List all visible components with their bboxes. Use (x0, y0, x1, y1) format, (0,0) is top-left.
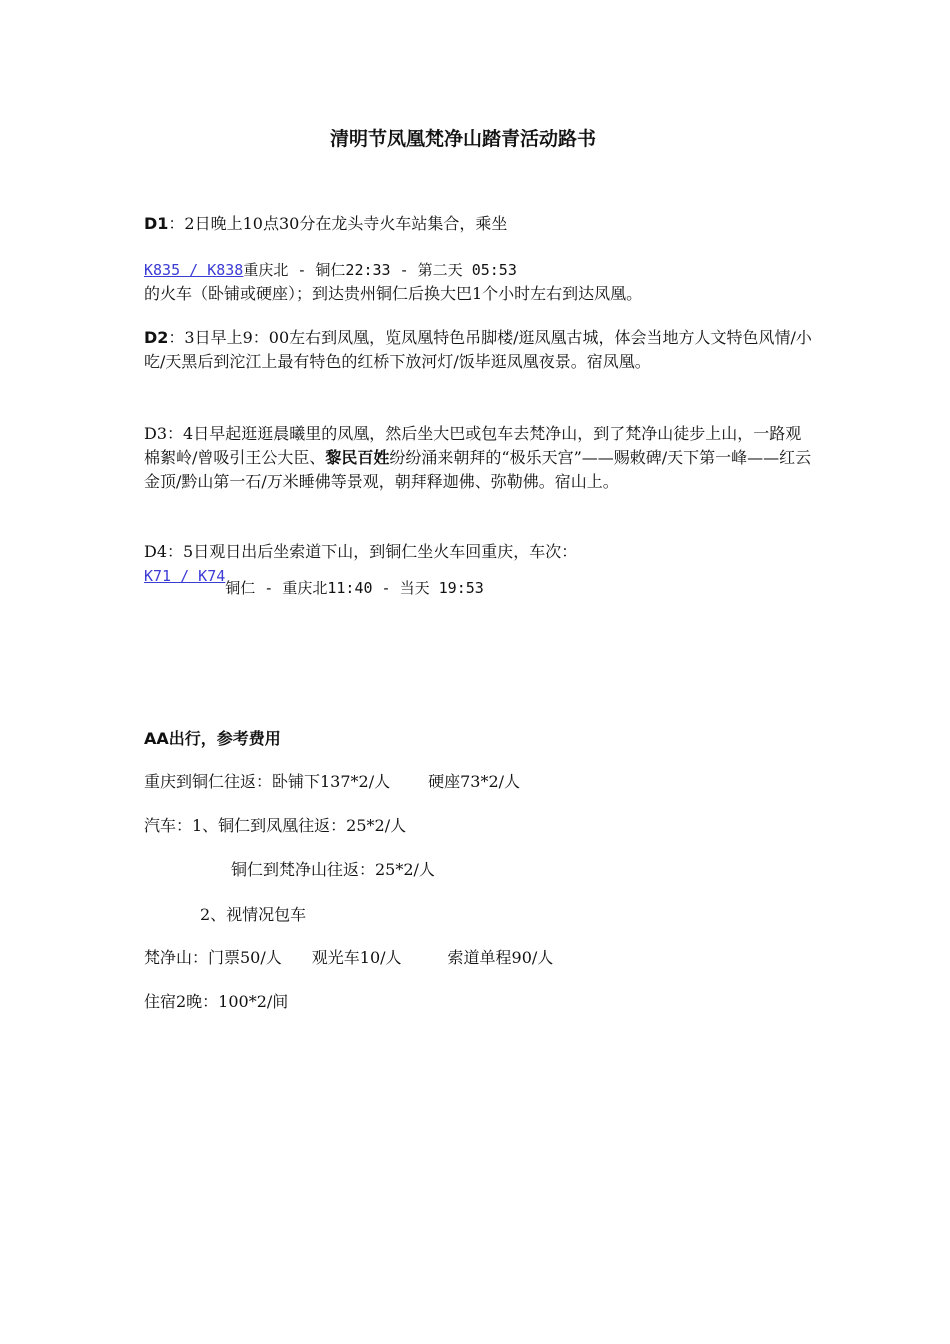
day3-paragraph (144, 422, 814, 494)
cost-fanjing-shuttle: 观光车10/人 (311, 948, 402, 967)
day2-paragraph (144, 326, 814, 374)
cost-fanjing-cableway: 索道单程90/人 (447, 948, 554, 967)
day4-train-line (144, 564, 814, 600)
day4-train-link[interactable]: K71 / K74 (144, 567, 226, 585)
cost-bus-line2: 铜仁到梵净山往返：25*2/人 (231, 860, 435, 879)
cost-train-seat: 硬座73*2/人 (428, 772, 521, 791)
day2-text: ：3日早上9：00左右到凤凰，览凤凰特色吊脚楼/逛凤凰古城，体会当地方人文特色风情/小吃/天黑后到沱江上最有特色的红桥下放河灯/饭毕逛凤凰夜景。宿凤凰。 (144, 328, 812, 371)
cost-fanjing-ticket: 梵净山：门票50/人 (144, 948, 282, 967)
day4-train-info: 铜仁 - 重庆北11:40 - 当天 19:53 (225, 579, 484, 597)
day1-text: ：2日晚上10点30分在龙头寺火车站集合，乘坐 (168, 214, 508, 233)
day2-section (144, 326, 814, 374)
day2-label: D2 (144, 328, 169, 347)
day1-label: D1 (144, 214, 169, 233)
page-title: 清明节凤凰梵净山踏青活动路书 (329, 128, 596, 150)
cost-bus-line3: 2、视情况包车 (200, 905, 307, 924)
cost-lodging: 住宿2晚：100*2/间 (144, 992, 289, 1011)
cost-heading: AA出行，参考费用 (144, 729, 281, 748)
day1-line2: 的火车（卧铺或硬座）；到达贵州铜仁后换大巴1个小时左右到达凤凰。 (144, 284, 643, 303)
cost-bus-line1: 汽车：1、铜仁到凤凰往返：25*2/人 (144, 816, 407, 835)
day3-section (144, 422, 814, 494)
day1-line1 (144, 212, 814, 236)
day3-text-before: D3：4日早起逛逛晨曦里的凤凰，然后坐大巴或包车去梵净山，到了梵净山徒步上山，一路观棉絮岭/曾吸引王公大臣、 (144, 424, 802, 467)
day4-line1: D4：5日观日出后坐索道下山，到铜仁坐火车回重庆，车次： (144, 542, 578, 561)
day1-section (144, 212, 814, 306)
day1-train-link[interactable]: K835 / K838 (144, 261, 244, 279)
day4-section (144, 540, 814, 600)
day1-train-info: 重庆北 - 铜仁22:33 - 第二天 05:53 (243, 261, 517, 279)
day3-text-after: 纷纷涌来朝拜的“极乐天宫”——赐敕碑/天下第一峰——红云金顶/黔山第一石/万米睡佛等景观，朝拜释迦佛、弥勒佛。宿山上。 (144, 448, 812, 491)
day3-bold-text: 黎民百姓 (325, 448, 390, 467)
day1-train-line (144, 258, 814, 282)
cost-fanjing-line (144, 946, 553, 970)
cost-train-sleeper: 重庆到铜仁往返：卧铺下137*2/人 (144, 772, 391, 791)
cost-train-line (144, 770, 520, 794)
